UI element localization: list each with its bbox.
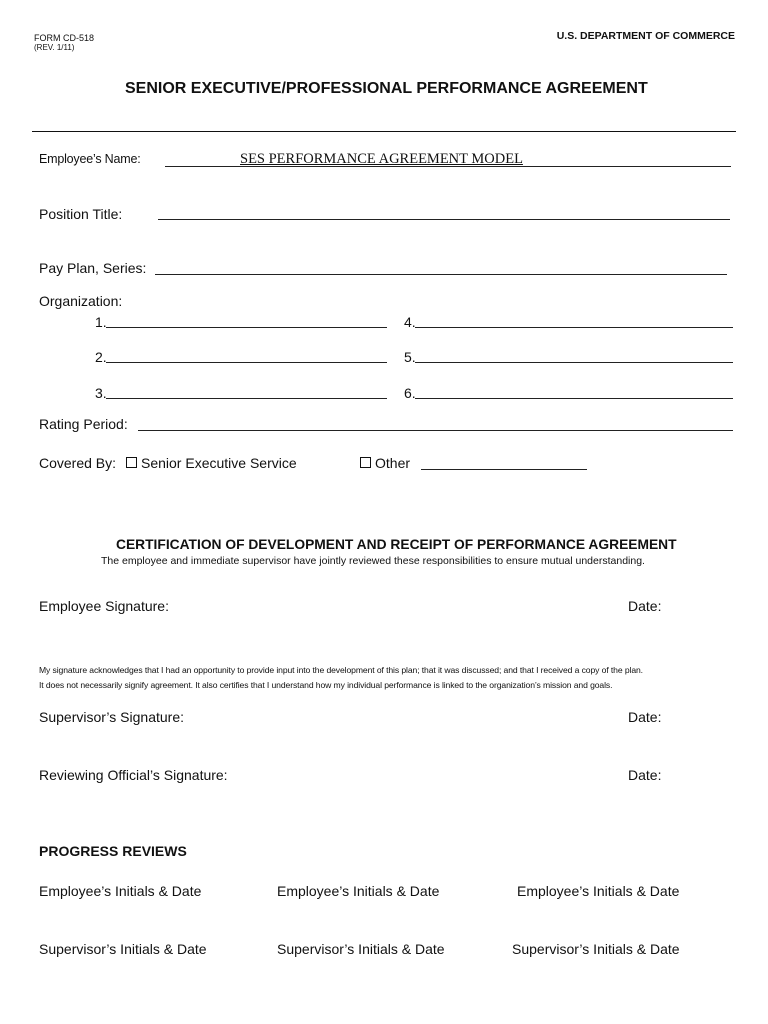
form-title: SENIOR EXECUTIVE/PROFESSIONAL PERFORMANCE AGREEMENT (125, 80, 648, 97)
title-rule (32, 131, 736, 132)
acknowledgement-line-1: My signature acknowledges that I had an opportunity to provide input into the development of this plan; that it was discussed; and that I received a copy of the plan. (39, 665, 643, 675)
organization-number-2: 2. (95, 349, 107, 365)
other-specify-field[interactable] (421, 469, 587, 470)
organization-field-1[interactable] (106, 327, 387, 328)
supervisor-initials-2: Supervisor’s Initials & Date (277, 941, 445, 957)
reviewing-official-label: Reviewing Official’s Signature: (39, 767, 228, 783)
pay-plan-label: Pay Plan, Series: (39, 260, 147, 276)
position-title-field[interactable] (158, 219, 730, 220)
employee-name-label: Employee’s Name: (39, 152, 141, 166)
rating-period-field[interactable] (138, 430, 733, 431)
organization-field-5[interactable] (415, 362, 733, 363)
supervisor-initials-3: Supervisor’s Initials & Date (512, 941, 680, 957)
supervisor-signature-date-label: Date: (628, 709, 662, 725)
covered-by-label: Covered By: (39, 455, 117, 471)
ses-option[interactable] (126, 455, 297, 471)
ses-checkbox[interactable] (126, 457, 137, 468)
organization-field-4[interactable] (415, 327, 733, 328)
employee-name-value: SES PERFORMANCE AGREEMENT MODEL (240, 151, 523, 167)
employee-signature-date-label: Date: (628, 598, 662, 614)
organization-number-3: 3. (95, 385, 107, 401)
pay-plan-field[interactable] (155, 274, 727, 275)
organization-label: Organization: (39, 293, 123, 309)
organization-field-3[interactable] (106, 398, 387, 399)
form-number: FORM CD-518 (34, 33, 95, 43)
organization-number-4: 4. (404, 314, 416, 330)
employee-signature-label: Employee Signature: (39, 598, 169, 614)
organization-field-6[interactable] (415, 398, 733, 399)
certification-subtext: The employee and immediate supervisor have jointly reviewed these responsibilities to ensure mutual understanding. (101, 555, 645, 567)
employee-initials-1: Employee’s Initials & Date (39, 883, 202, 899)
organization-number-5: 5. (404, 349, 416, 365)
ses-option-label: Senior Executive Service (141, 455, 297, 471)
rating-period-label: Rating Period: (39, 416, 128, 432)
certification-heading: CERTIFICATION OF DEVELOPMENT AND RECEIPT OF PERFORMANCE AGREEMENT (116, 537, 677, 552)
form-revision: (REV. 1/11) (34, 43, 75, 52)
other-option-label: Other (375, 455, 411, 471)
employee-initials-3: Employee’s Initials & Date (517, 883, 680, 899)
progress-reviews-heading: PROGRESS REVIEWS (39, 843, 187, 859)
other-checkbox[interactable] (360, 457, 371, 468)
position-title-label: Position Title: (39, 206, 123, 222)
reviewing-official-date-label: Date: (628, 767, 662, 783)
supervisor-initials-1: Supervisor’s Initials & Date (39, 941, 207, 957)
department-name: U.S. DEPARTMENT OF COMMERCE (556, 30, 735, 42)
supervisor-signature-label: Supervisor’s Signature: (39, 709, 185, 725)
acknowledgement-line-2: It does not necessarily signify agreement. It also certifies that I understand how my individual performance is linked to the organization’s mission and goals. (39, 680, 613, 690)
employee-initials-2: Employee’s Initials & Date (277, 883, 440, 899)
other-option[interactable] (360, 455, 410, 471)
organization-number-6: 6. (404, 385, 416, 401)
organization-field-2[interactable] (106, 362, 387, 363)
organization-number-1: 1. (95, 314, 107, 330)
